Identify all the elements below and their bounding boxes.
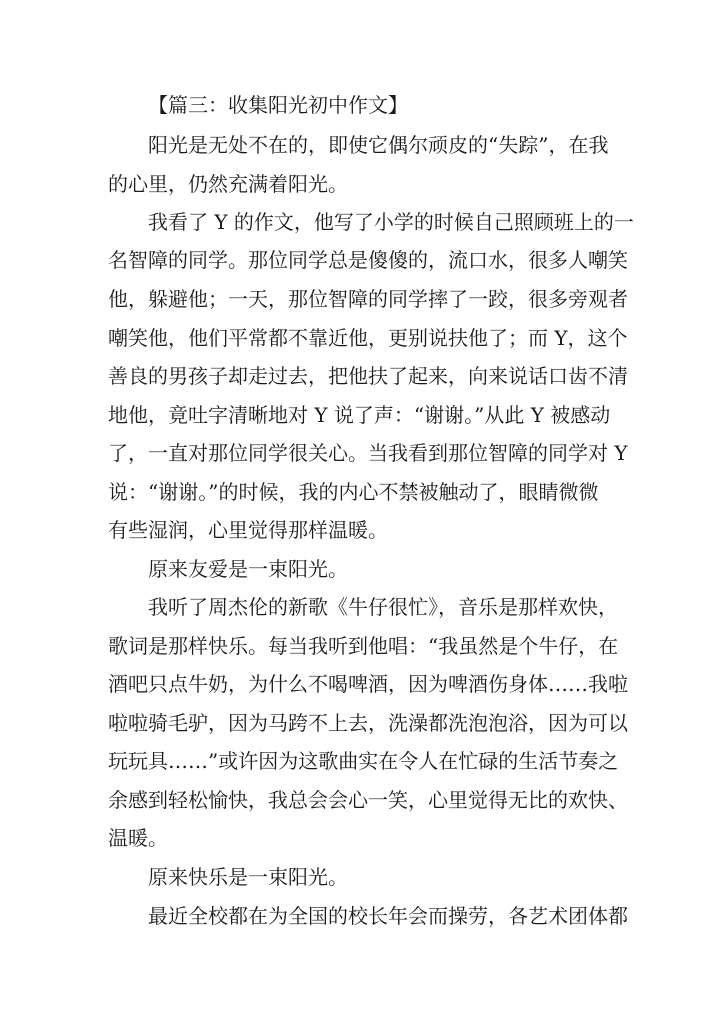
essay-heading: 【篇三：收集阳光初中作文】 xyxy=(148,93,408,117)
paragraph-line: 阳光是无处不在的，即使它偶尔顽皮的“失踪”，在我 xyxy=(148,133,609,157)
paragraph-line: 酒吧只点牛奶，为什么不喝啤酒，因为啤酒伤身体……我啦 xyxy=(108,672,628,696)
paragraph-line: 地他，竟吐字清晰地对 Y 说了声：“谢谢。”从此 Y 被感动 xyxy=(108,403,611,427)
paragraph-line: 歌词是那样快乐。每当我听到他唱：“我虽然是个牛仔，在 xyxy=(108,634,619,658)
paragraph-line: 了，一直对那位同学很关心。当我看到那位智障的同学对 Y xyxy=(108,441,628,465)
paragraph-line: 说：“谢谢。”的时候，我的内心不禁被触动了，眼睛微微 xyxy=(108,480,599,504)
paragraph-line: 他，躲避他；一天，那位智障的同学摔了一跤，很多旁观者 xyxy=(108,287,628,311)
paragraph-line: 我听了周杰伦的新歌《牛仔很忙》，音乐是那样欢快， xyxy=(148,595,618,619)
paragraph-line: 名智障的同学。那位同学总是傻傻的，流口水，很多人嘲笑 xyxy=(108,248,628,272)
paragraph-line: 原来友爱是一束阳光。 xyxy=(148,557,348,581)
paragraph-line: 的心里，仍然充满着阳光。 xyxy=(108,172,348,196)
paragraph-line: 玩玩具……”或许因为这歌曲实在令人在忙碌的生活节奏之 xyxy=(108,749,619,773)
paragraph-line: 原来快乐是一束阳光。 xyxy=(148,865,348,889)
paragraph-line: 啦啦骑毛驴，因为马跨不上去，洗澡都洗泡泡浴，因为可以 xyxy=(108,711,628,735)
paragraph-line: 温暖。 xyxy=(108,826,168,850)
paragraph-line: 余感到轻松愉快，我总会会心一笑，心里觉得无比的欢快、 xyxy=(108,788,628,812)
paragraph-line: 有些湿润，心里觉得那样温暖。 xyxy=(108,518,388,542)
paragraph-line: 最近全校都在为全国的校长年会而操劳，各艺术团体都 xyxy=(148,904,628,928)
paragraph-line: 善良的男孩子却走过去，把他扶了起来，向来说话口齿不清 xyxy=(108,364,628,388)
paragraph-line: 嘲笑他，他们平常都不靠近他，更别说扶他了；而 Y，这个 xyxy=(108,326,628,350)
paragraph-line: 我看了 Y 的作文，他写了小学的时候自己照顾班上的一 xyxy=(148,210,634,234)
